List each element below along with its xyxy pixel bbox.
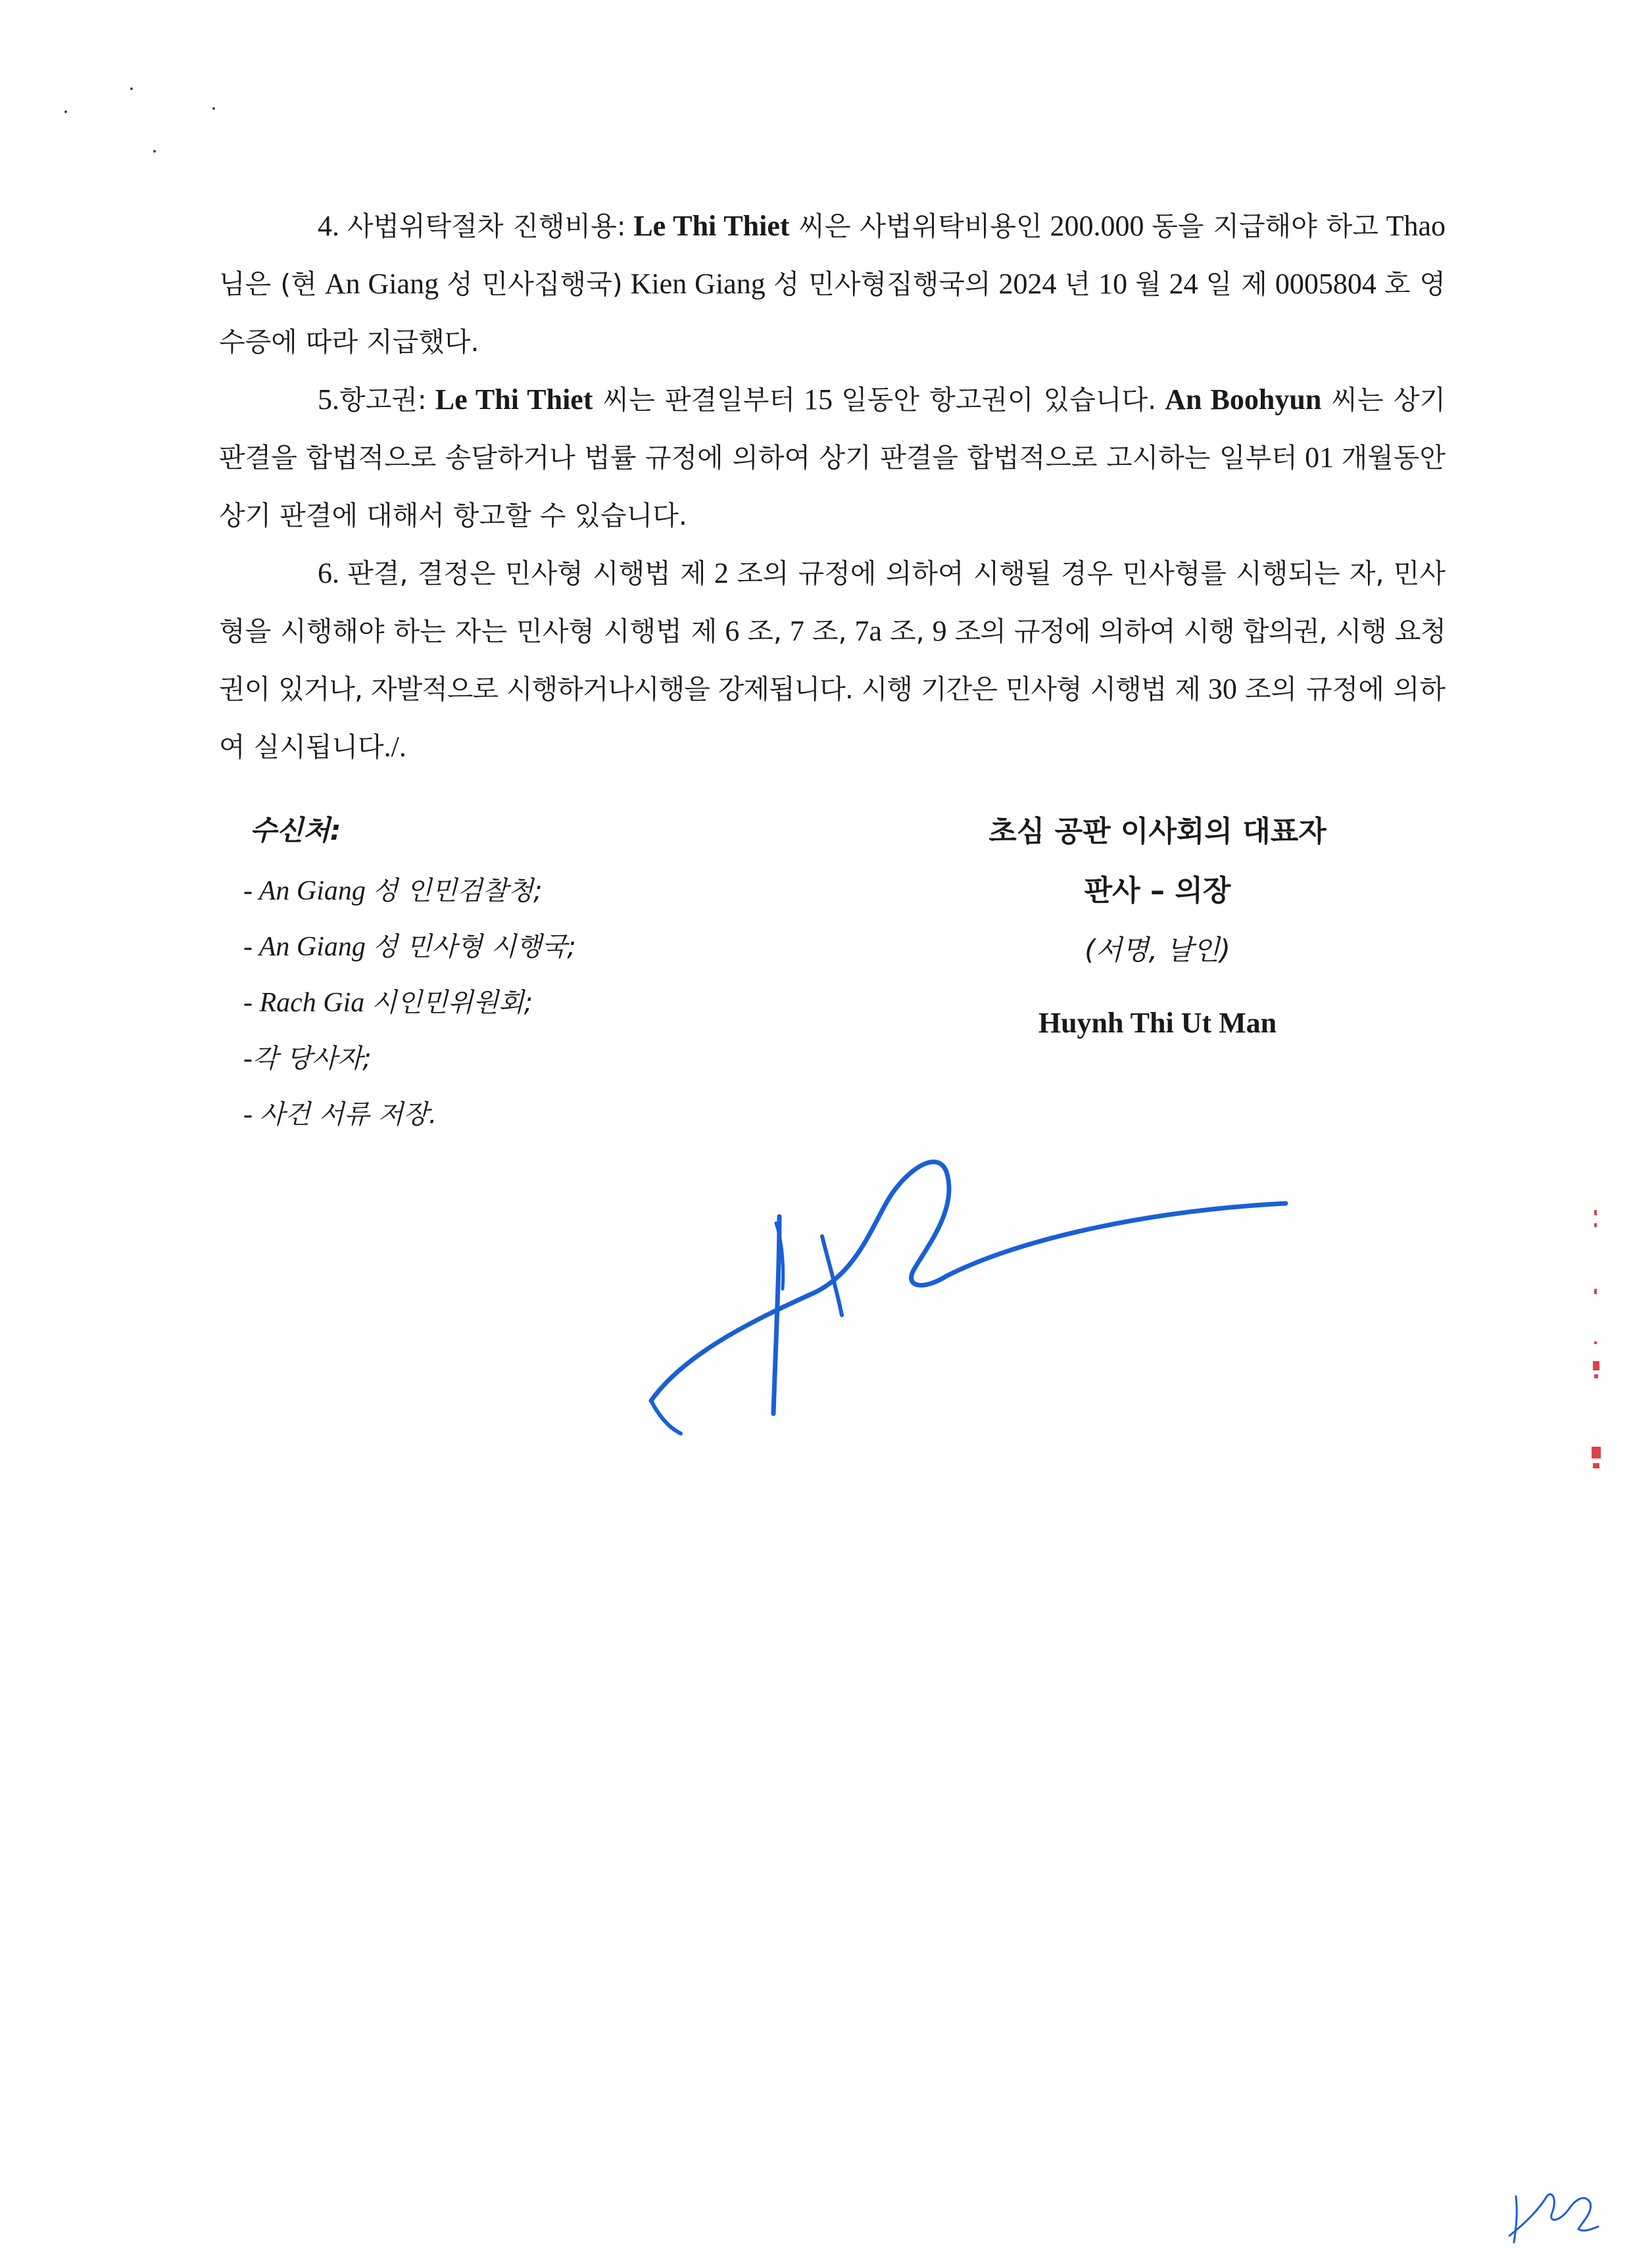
recipients-heading: 수신처:: [250, 814, 341, 846]
page-initials: [1506, 2183, 1605, 2249]
paragraph-enforcement: 6. 판결, 결정은 민사형 시행법 제 2 조의 규정에 의하여 시행될 경우 민사형를 시행되는 자, 민사형을 시행해야 하는 자는 민사형 시행법 제 6 조, 7 조, 7a 조, 9 조의 규정에 의하여 시행 합의권, 시행 요청권이 있거나, 자발적으로 시행하거나시행을 강제됩니다. 시행 기간은 민사형 시행법 제 30 조의 규정에 의하여 실시됩니다./.: [219, 557, 1446, 763]
recipient-item: - Rach Gia 시인민위원회;: [243, 988, 533, 1018]
recipient-item: - An Giang 성 민사형 시행국;: [243, 932, 576, 962]
signature-note: (서명, 날인): [1085, 934, 1231, 966]
signer-role: 판사 – 의장: [1084, 874, 1231, 907]
recipient-item: - An Giang 성 인민검찰청;: [243, 876, 543, 906]
paragraph-appeal: 5.항고권: Le Thi Thiet 씨는 판결일부터 15 일동안 항고권이 있습니다. An Boohyun 씨는 상기 판결을 합법적으로 송달하거나 법률 규정에 의하여 상기 판결을 합법적으로 고시하는 일부터 01 개월동안 상기 판결에 대해서 항고할 수 있습니다.: [219, 383, 1446, 531]
scan-specks: [39, 72, 237, 171]
decision-body: [219, 197, 1446, 776]
paragraph-costs: 4. 사법위탁절차 진행비용: Le Thi Thiet 씨은 사법위탁비용인 200.000 동을 지급해야 하고 Thao 님은 (현 An Giang 성 민사집행국) Kien Giang 성 민사형집행국의 2024 년 10 월 24 일 제 0005804 호 영수증에 따라 지급했다.: [219, 210, 1446, 358]
edge-seal-fragment: [1585, 1197, 1611, 1512]
recipient-item: - 사건 서류 저장.: [243, 1099, 437, 1130]
recipients-block: [243, 809, 835, 1147]
signer-name: Huynh Thi Ut Man: [1038, 1007, 1277, 1039]
recipients-list: [243, 868, 835, 1147]
signature-block: [908, 802, 1407, 1040]
recipient-item: -각 당사자;: [243, 1044, 372, 1074]
handwritten-signature: [645, 1138, 1302, 1453]
signer-title: 초심 공판 이사회의 대표자: [988, 815, 1327, 848]
